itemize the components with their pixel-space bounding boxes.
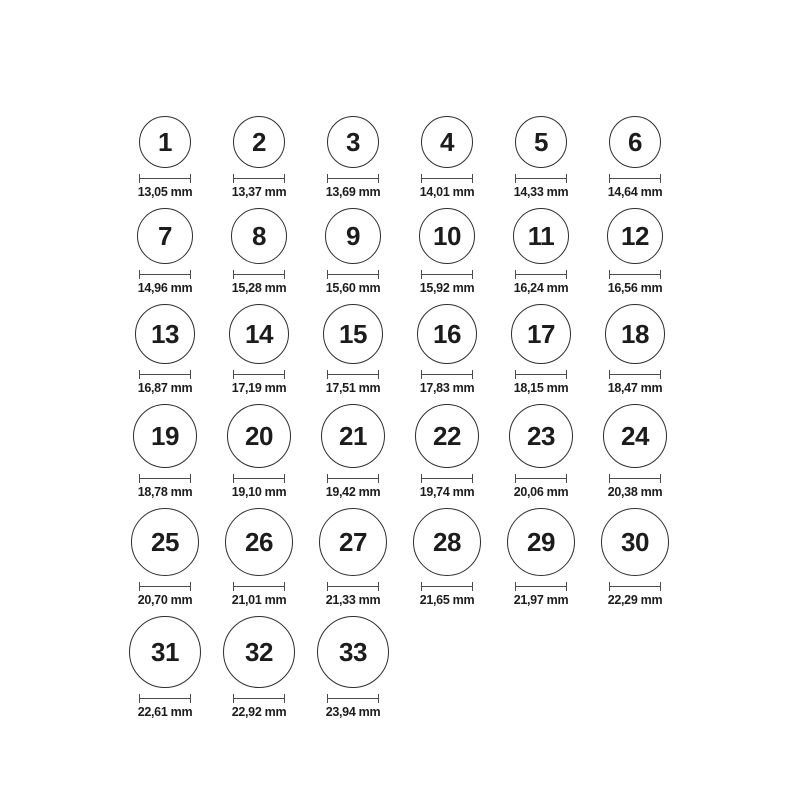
diameter-label: 15,28 mm [231, 281, 287, 295]
ring-size-number: 11 [527, 221, 555, 251]
ring-size-number: 33 [339, 637, 367, 667]
diameter-label: 14,01 mm [419, 185, 475, 199]
diameter-dimension-line-icon [327, 174, 379, 183]
ring-size-number: 1 [158, 127, 172, 157]
diameter-dimension-line-icon [609, 370, 661, 379]
ring-circle [327, 116, 379, 168]
diameter-label: 17,83 mm [419, 381, 475, 395]
ring-size-chart [118, 0, 682, 719]
diameter-label: 21,33 mm [325, 593, 381, 607]
ring-size-number: 28 [433, 527, 461, 557]
ring-size-item [212, 508, 306, 607]
ring-size-number: 19 [151, 421, 179, 451]
ring-size-number: 5 [534, 127, 548, 157]
diameter-dimension-line-icon [515, 582, 567, 591]
ring-circle [317, 616, 389, 688]
diameter-dimension-line-icon [327, 474, 379, 483]
diameter-label: 16,24 mm [513, 281, 569, 295]
ring-size-item [588, 304, 682, 395]
diameter-dimension-line-icon [233, 270, 285, 279]
ring-circle [601, 508, 669, 576]
diameter-dimension-line-icon [139, 174, 191, 183]
ring-size-number: 16 [433, 319, 461, 349]
ring-size-item [118, 508, 212, 607]
diameter-dimension-line-icon [139, 474, 191, 483]
diameter-dimension-line-icon [421, 174, 473, 183]
diameter-dimension-line-icon [139, 370, 191, 379]
ring-size-item [118, 304, 212, 395]
ring-size-item [400, 208, 494, 295]
ring-circle [509, 404, 573, 468]
ring-size-item [306, 508, 400, 607]
ring-circle [137, 208, 193, 264]
diameter-label: 15,92 mm [419, 281, 475, 295]
ring-size-item [588, 116, 682, 199]
diameter-label: 13,69 mm [325, 185, 381, 199]
diameter-dimension-line-icon [609, 582, 661, 591]
ring-circle [139, 116, 191, 168]
ring-size-item [400, 508, 494, 607]
diameter-dimension-line-icon [233, 474, 285, 483]
diameter-dimension-line-icon [327, 694, 379, 703]
ring-size-item [494, 404, 588, 499]
diameter-dimension-line-icon [421, 582, 473, 591]
ring-size-item [212, 116, 306, 199]
diameter-dimension-line-icon [139, 582, 191, 591]
ring-size-number: 26 [245, 527, 273, 557]
ring-size-item [118, 404, 212, 499]
ring-circle [131, 508, 199, 576]
ring-size-number: 27 [339, 527, 367, 557]
diameter-dimension-line-icon [421, 474, 473, 483]
ring-size-item [494, 116, 588, 199]
ring-circle [231, 208, 287, 264]
diameter-label: 22,29 mm [607, 593, 663, 607]
diameter-dimension-line-icon [139, 270, 191, 279]
diameter-label: 18,78 mm [137, 485, 193, 499]
ring-size-number: 4 [440, 127, 454, 157]
diameter-dimension-line-icon [233, 174, 285, 183]
ring-circle [135, 304, 195, 364]
ring-circle [129, 616, 201, 688]
ring-size-item [400, 116, 494, 199]
diameter-label: 22,92 mm [231, 705, 287, 719]
diameter-dimension-line-icon [233, 370, 285, 379]
ring-circle [507, 508, 575, 576]
diameter-label: 13,37 mm [231, 185, 287, 199]
diameter-dimension-line-icon [421, 270, 473, 279]
diameter-label: 14,64 mm [607, 185, 663, 199]
ring-size-number: 3 [346, 127, 360, 157]
ring-circle [417, 304, 477, 364]
ring-size-number: 12 [621, 221, 649, 251]
ring-circle [323, 304, 383, 364]
ring-size-item [306, 116, 400, 199]
ring-size-number: 24 [621, 421, 649, 451]
ring-size-number: 17 [527, 319, 555, 349]
ring-circle [413, 508, 481, 576]
diameter-label: 22,61 mm [137, 705, 193, 719]
ring-size-number: 13 [151, 319, 179, 349]
ring-size-number: 18 [621, 319, 649, 349]
ring-circle [325, 208, 381, 264]
ring-size-item [306, 304, 400, 395]
ring-size-item [306, 208, 400, 295]
diameter-label: 16,87 mm [137, 381, 193, 395]
ring-circle [511, 304, 571, 364]
diameter-dimension-line-icon [327, 270, 379, 279]
ring-size-item [494, 508, 588, 607]
ring-size-item [306, 616, 400, 719]
ring-circle [229, 304, 289, 364]
diameter-label: 14,96 mm [137, 281, 193, 295]
diameter-dimension-line-icon [327, 582, 379, 591]
diameter-label: 21,65 mm [419, 593, 475, 607]
ring-size-item [212, 304, 306, 395]
ring-size-number: 30 [621, 527, 649, 557]
ring-circle [603, 404, 667, 468]
ring-circle [415, 404, 479, 468]
diameter-label: 19,42 mm [325, 485, 381, 499]
ring-circle [319, 508, 387, 576]
ring-size-item [212, 404, 306, 499]
ring-size-number: 10 [433, 221, 461, 251]
ring-size-item [212, 208, 306, 295]
diameter-dimension-line-icon [609, 474, 661, 483]
ring-size-item [588, 208, 682, 295]
diameter-label: 23,94 mm [325, 705, 381, 719]
ring-size-number: 31 [151, 637, 179, 667]
diameter-label: 20,06 mm [513, 485, 569, 499]
diameter-dimension-line-icon [515, 474, 567, 483]
diameter-dimension-line-icon [421, 370, 473, 379]
ring-size-number: 8 [252, 221, 266, 251]
diameter-label: 20,38 mm [607, 485, 663, 499]
diameter-label: 15,60 mm [325, 281, 381, 295]
ring-circle [133, 404, 197, 468]
ring-circle [607, 208, 663, 264]
ring-size-number: 15 [339, 319, 367, 349]
ring-size-number: 14 [245, 319, 273, 349]
diameter-dimension-line-icon [233, 582, 285, 591]
ring-size-item [212, 616, 306, 719]
diameter-label: 16,56 mm [607, 281, 663, 295]
ring-circle [515, 116, 567, 168]
diameter-dimension-line-icon [515, 174, 567, 183]
ring-size-item [118, 616, 212, 719]
ring-size-number: 9 [346, 221, 360, 251]
ring-size-item [118, 116, 212, 199]
diameter-label: 18,47 mm [607, 381, 663, 395]
ring-circle [609, 116, 661, 168]
diameter-label: 21,01 mm [231, 593, 287, 607]
ring-size-number: 20 [245, 421, 273, 451]
ring-size-item [400, 404, 494, 499]
ring-size-item [306, 404, 400, 499]
diameter-dimension-line-icon [233, 694, 285, 703]
ring-circle [223, 616, 295, 688]
ring-size-number: 22 [433, 421, 461, 451]
diameter-dimension-line-icon [609, 174, 661, 183]
diameter-dimension-line-icon [515, 370, 567, 379]
ring-size-number: 6 [628, 127, 642, 157]
ring-circle [419, 208, 475, 264]
ring-size-number: 25 [151, 527, 179, 557]
diameter-dimension-line-icon [327, 370, 379, 379]
diameter-label: 21,97 mm [513, 593, 569, 607]
diameter-label: 17,19 mm [231, 381, 287, 395]
diameter-label: 19,74 mm [419, 485, 475, 499]
diameter-label: 19,10 mm [231, 485, 287, 499]
diameter-dimension-line-icon [515, 270, 567, 279]
ring-size-number: 2 [252, 127, 266, 157]
ring-circle [227, 404, 291, 468]
diameter-label: 13,05 mm [137, 185, 193, 199]
ring-size-number: 23 [527, 421, 555, 451]
ring-size-item [588, 508, 682, 607]
ring-size-number: 7 [158, 221, 172, 251]
ring-size-item [588, 404, 682, 499]
ring-size-number: 29 [527, 527, 555, 557]
ring-circle [513, 208, 569, 264]
diameter-label: 18,15 mm [513, 381, 569, 395]
ring-size-item [494, 208, 588, 295]
ring-size-item [400, 304, 494, 395]
ring-circle [233, 116, 285, 168]
diameter-label: 17,51 mm [325, 381, 381, 395]
ring-size-item [494, 304, 588, 395]
ring-size-item [118, 208, 212, 295]
ring-circle [225, 508, 293, 576]
ring-size-number: 21 [339, 421, 367, 451]
ring-size-number: 32 [245, 637, 273, 667]
ring-circle [421, 116, 473, 168]
ring-circle [605, 304, 665, 364]
diameter-dimension-line-icon [139, 694, 191, 703]
diameter-label: 14,33 mm [513, 185, 569, 199]
diameter-label: 20,70 mm [137, 593, 193, 607]
diameter-dimension-line-icon [609, 270, 661, 279]
ring-circle [321, 404, 385, 468]
